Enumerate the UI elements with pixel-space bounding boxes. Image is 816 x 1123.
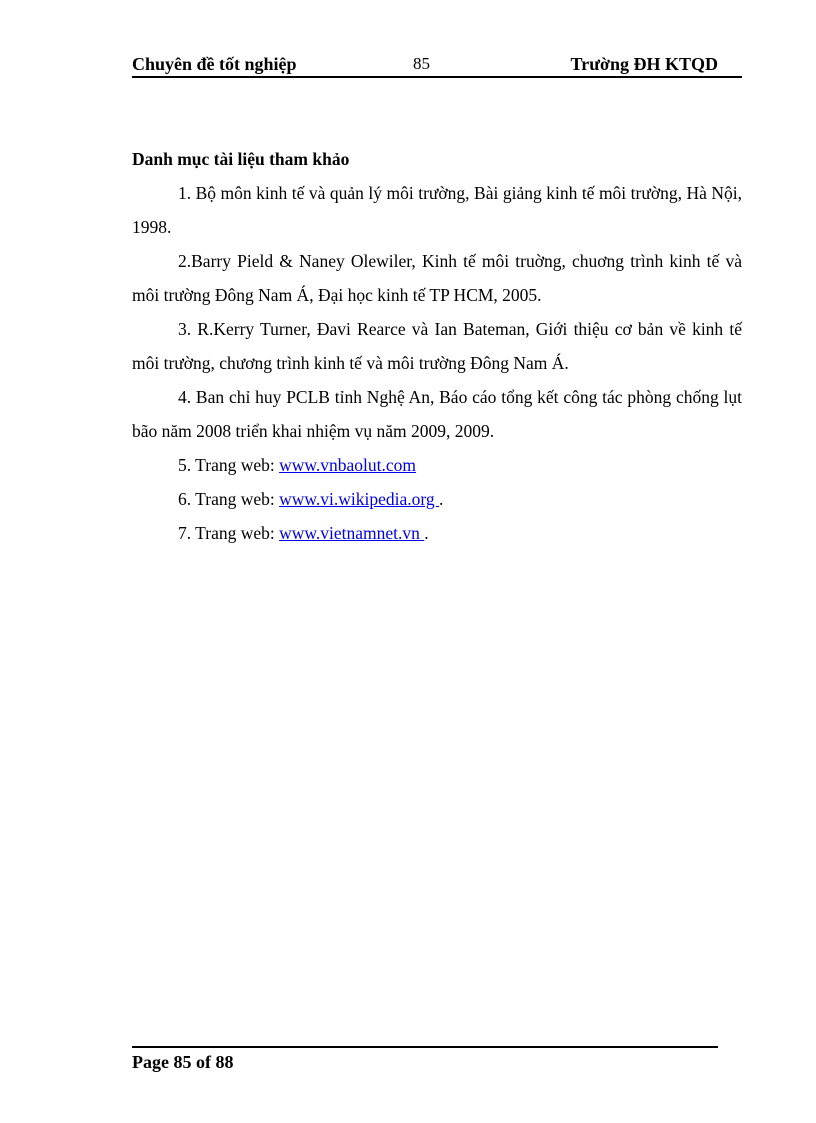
reference-prefix: 7. Trang web: <box>178 523 280 543</box>
reference-item-1: 1. Bộ môn kinh tế và quản lý môi trường, Bài giảng kinh tế môi trường, Hà Nội, 1998. <box>132 183 742 237</box>
reference-item-4: 4. Ban chỉ huy PCLB tỉnh Nghệ An, Báo cáo tổng kết công tác phòng chống lụt bão năm 2008 triển khai nhiệm vụ năm 2009, 2009. <box>132 387 742 441</box>
reference-item-6 <box>132 482 742 516</box>
header-page-number: 85 <box>413 54 430 73</box>
reference-item-2: 2.Barry Pield & Naney Olewiler, Kinh tế môi truờng, chuơng trình kinh tế và môi trường Đông Nam Á, Đại học kinh tế TP HCM, 2005. <box>132 251 742 305</box>
page-footer <box>132 1046 718 1073</box>
reference-prefix: 6. Trang web: <box>178 489 280 509</box>
footer-page-count: Page 85 of 88 <box>132 1052 234 1072</box>
reference-item-5 <box>132 448 742 482</box>
page-header <box>132 52 742 78</box>
reference-suffix: . <box>424 523 429 543</box>
reference-link-vietnamnet[interactable]: www.vietnamnet.vn <box>279 523 425 543</box>
reference-link-vnbaolut[interactable]: www.vnbaolut.com <box>279 455 417 475</box>
header-university-name: Trường ĐH KTQD <box>570 54 718 74</box>
header-document-title: Chuyên đề tốt nghiệp <box>132 54 297 74</box>
section-title: Danh mục tài liệu tham khảo <box>132 149 350 169</box>
reference-item-3: 3. R.Kerry Turner, Đavi Rearce và Ian Bateman, Giới thiệu cơ bản về kinh tế môi trường, chương trình kinh tế và môi trường Đông Nam Á. <box>132 319 742 373</box>
reference-item-7 <box>132 516 742 550</box>
reference-link-wikipedia[interactable]: www.vi.wikipedia.org <box>279 489 440 509</box>
reference-suffix: . <box>439 489 444 509</box>
document-body <box>132 142 742 550</box>
reference-prefix: 5. Trang web: <box>178 455 280 475</box>
